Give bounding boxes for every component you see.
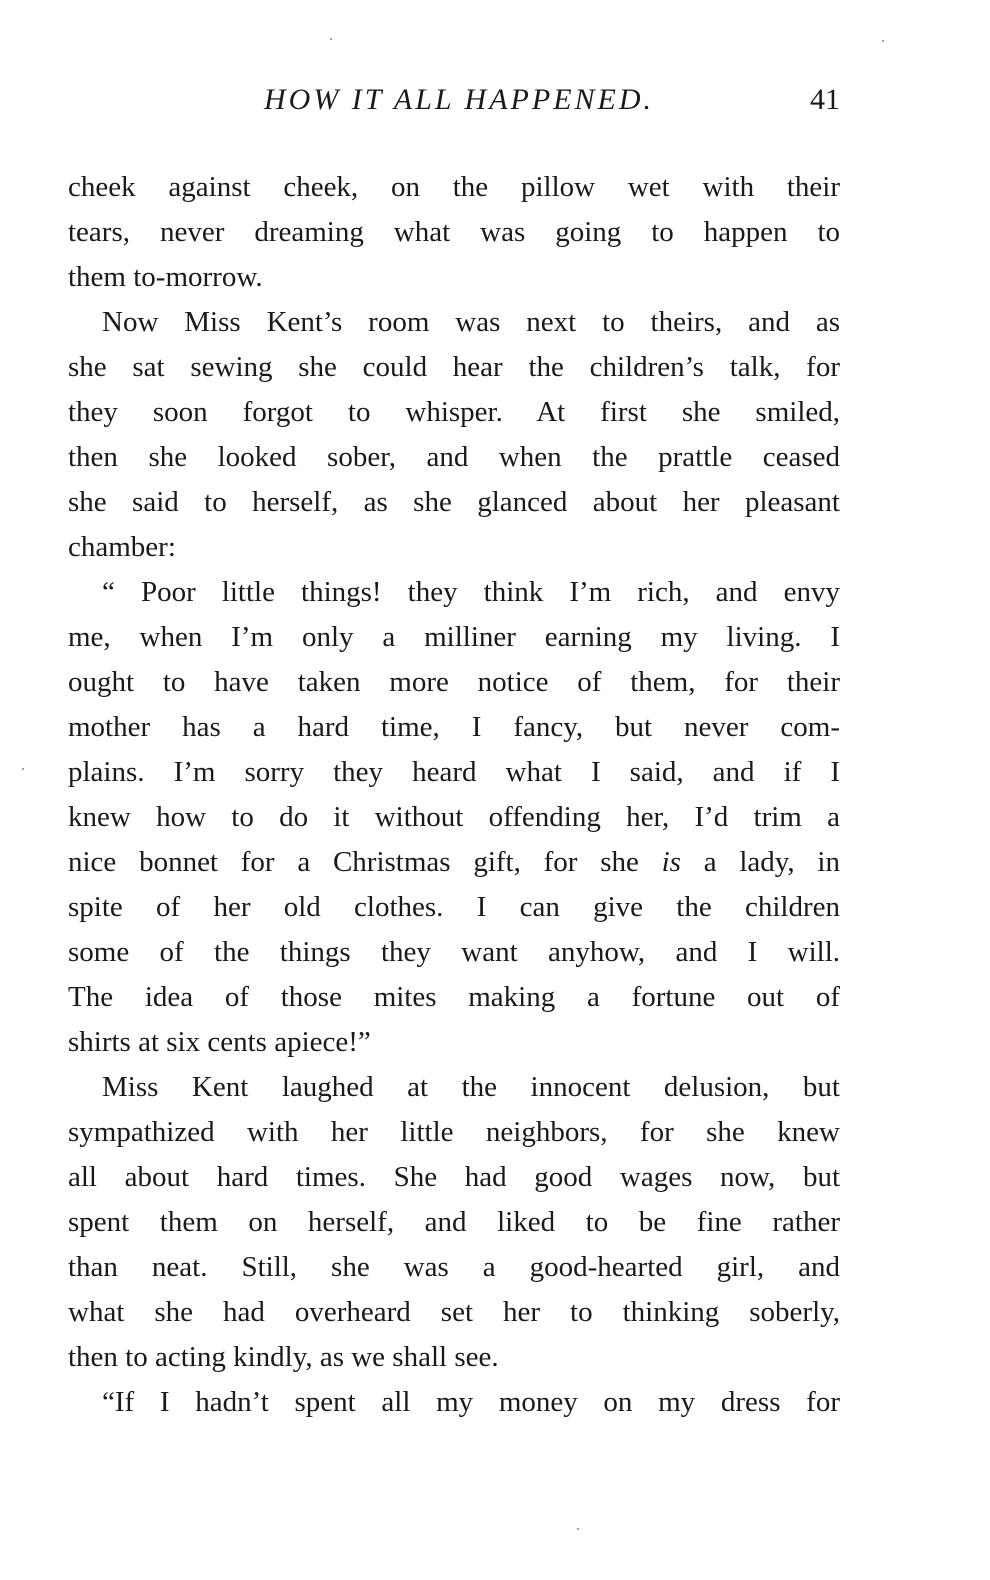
text-line: Miss Kent laughed at the innocent delusion, but <box>102 1071 840 1103</box>
running-head <box>68 76 840 124</box>
text-line: them to-morrow. <box>68 261 263 293</box>
text-line: she said to herself, as she glanced about her pleasant <box>68 486 840 518</box>
text-line: ought to have taken more notice of them, for their <box>68 666 840 698</box>
text-line: plains. I’m sorry they heard what I said, and if I <box>68 756 840 788</box>
text-line: spite of her old clothes. I can give the children <box>68 891 840 923</box>
text-line: nice bonnet for a Christmas gift, for she is a lady, in <box>68 846 840 878</box>
text-line: all about hard times. She had good wages now, but <box>68 1161 840 1193</box>
body-text <box>68 165 840 1425</box>
text-line: knew how to do it without offending her, I’d trim a <box>68 801 840 833</box>
text-line: then she looked sober, and when the prattle ceased <box>68 441 840 473</box>
paragraph <box>68 1380 840 1425</box>
text-line: spent them on herself, and liked to be fine rather <box>68 1206 840 1238</box>
text-line: The idea of those mites making a fortune out of <box>68 981 840 1013</box>
paragraph <box>68 300 840 570</box>
text-line: she sat sewing she could hear the children’s talk, for <box>68 351 840 383</box>
scan-speck <box>882 40 884 42</box>
text-line: some of the things they want anyhow, and I will. <box>68 936 840 968</box>
text-line: “If I hadn’t spent all my money on my dress for <box>102 1386 840 1418</box>
text-line: cheek against cheek, on the pillow wet with their <box>68 171 840 203</box>
text-line: me, when I’m only a milliner earning my living. I <box>68 621 840 653</box>
text-line: Now Miss Kent’s room was next to theirs, and as <box>102 306 840 338</box>
text-line: then to acting kindly, as we shall see. <box>68 1341 499 1373</box>
paragraph <box>68 1065 840 1380</box>
paragraph <box>68 165 840 300</box>
text-line: sympathized with her little neighbors, for she knew <box>68 1116 840 1148</box>
emphasis: is <box>661 846 681 878</box>
text-line: chamber: <box>68 531 176 563</box>
text-line: “ Poor little things! they think I’m rich, and envy <box>102 576 840 608</box>
scan-speck <box>577 1528 579 1530</box>
scan-speck <box>22 768 24 770</box>
running-title: HOW IT ALL HAPPENED. <box>263 83 655 116</box>
text-line: tears, never dreaming what was going to happen to <box>68 216 840 248</box>
text-line: what she had overheard set her to thinking soberly, <box>68 1296 840 1328</box>
text-line: shirts at six cents apiece!” <box>68 1026 371 1058</box>
text-line: mother has a hard time, I fancy, but never com- <box>68 711 840 743</box>
text-line: they soon forgot to whisper. At first she smiled, <box>68 396 840 428</box>
scan-speck <box>330 38 332 40</box>
paragraph <box>68 570 840 1065</box>
page-number: 41 <box>810 83 840 116</box>
text-line: than neat. Still, she was a good-hearted girl, and <box>68 1251 840 1283</box>
